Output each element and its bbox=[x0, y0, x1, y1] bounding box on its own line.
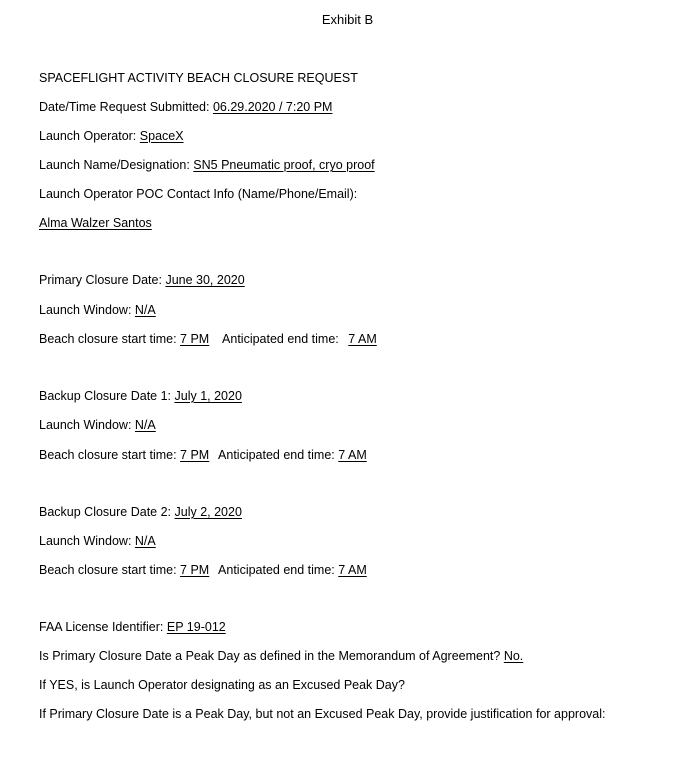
justification-question: If Primary Closure Date is a Peak Day, but not an Excused Peak Day, provide justification for approval: bbox=[39, 707, 606, 721]
backup2-date-value: July 2, 2020 bbox=[174, 505, 242, 519]
backup1-window-line bbox=[39, 417, 156, 433]
backup2-start-value: 7 PM bbox=[180, 563, 210, 577]
peak-day-answer: No. bbox=[503, 649, 524, 663]
backup1-times-line bbox=[39, 447, 367, 463]
backup1-date-value: July 1, 2020 bbox=[174, 389, 242, 403]
faa-value: EP 19-012 bbox=[166, 620, 226, 634]
primary-window-label: Launch Window: bbox=[39, 303, 132, 317]
operator-label: Launch Operator: bbox=[39, 129, 137, 143]
poc-line bbox=[39, 215, 152, 231]
backup1-date-label: Backup Closure Date 1: bbox=[39, 389, 172, 403]
submitted-value: 06.29.2020 / 7:20 PM bbox=[212, 100, 333, 114]
primary-date-line bbox=[39, 272, 245, 288]
poc-label: Launch Operator POC Contact Info (Name/Phone/Email): bbox=[39, 187, 358, 201]
primary-date-label: Primary Closure Date: bbox=[39, 273, 162, 287]
faa-line bbox=[39, 619, 226, 635]
backup2-start-label: Beach closure start time: bbox=[39, 563, 177, 577]
launch-name-line bbox=[39, 157, 375, 173]
backup1-window-value: N/A bbox=[134, 418, 156, 432]
launch-name-value: SN5 Pneumatic proof, cryo proof bbox=[193, 158, 375, 172]
primary-start-label: Beach closure start time: bbox=[39, 332, 177, 346]
backup2-end-value: 7 AM bbox=[338, 563, 367, 577]
excused-peak-question: If YES, is Launch Operator designating as an Excused Peak Day? bbox=[39, 678, 405, 692]
primary-window-value: N/A bbox=[134, 303, 156, 317]
faa-label: FAA License Identifier: bbox=[39, 620, 164, 634]
launch-name-label: Launch Name/Designation: bbox=[39, 158, 190, 172]
backup1-window-label: Launch Window: bbox=[39, 418, 132, 432]
backup1-date-line bbox=[39, 388, 242, 404]
submitted-line bbox=[39, 99, 332, 115]
submitted-label: Date/Time Request Submitted: bbox=[39, 100, 210, 114]
backup2-window-label: Launch Window: bbox=[39, 534, 132, 548]
primary-window-line bbox=[39, 302, 156, 318]
backup1-start-value: 7 PM bbox=[180, 448, 210, 462]
backup2-date-label: Backup Closure Date 2: bbox=[39, 505, 172, 519]
backup2-window-line bbox=[39, 533, 156, 549]
backup2-times-line bbox=[39, 562, 367, 578]
backup2-date-line bbox=[39, 504, 242, 520]
backup1-end-label: Anticipated end time: bbox=[218, 448, 335, 462]
peak-day-question: Is Primary Closure Date a Peak Day as defined in the Memorandum of Agreement? bbox=[39, 649, 501, 663]
poc-value: Alma Walzer Santos bbox=[39, 216, 152, 230]
backup2-end-label: Anticipated end time: bbox=[218, 563, 335, 577]
operator-value: SpaceX bbox=[139, 129, 184, 143]
backup2-window-value: N/A bbox=[134, 534, 156, 548]
primary-times-line bbox=[39, 331, 377, 347]
backup1-end-value: 7 AM bbox=[338, 448, 367, 462]
primary-date-value: June 30, 2020 bbox=[165, 273, 245, 287]
operator-line bbox=[39, 128, 184, 144]
primary-start-value: 7 PM bbox=[180, 332, 210, 346]
backup1-start-label: Beach closure start time: bbox=[39, 448, 177, 462]
exhibit-title: Exhibit B bbox=[321, 12, 374, 27]
primary-end-label: Anticipated end time: bbox=[222, 332, 339, 346]
primary-end-value: 7 AM bbox=[348, 332, 377, 346]
peak-day-line bbox=[39, 648, 523, 664]
request-heading: SPACEFLIGHT ACTIVITY BEACH CLOSURE REQUEST bbox=[39, 71, 358, 85]
